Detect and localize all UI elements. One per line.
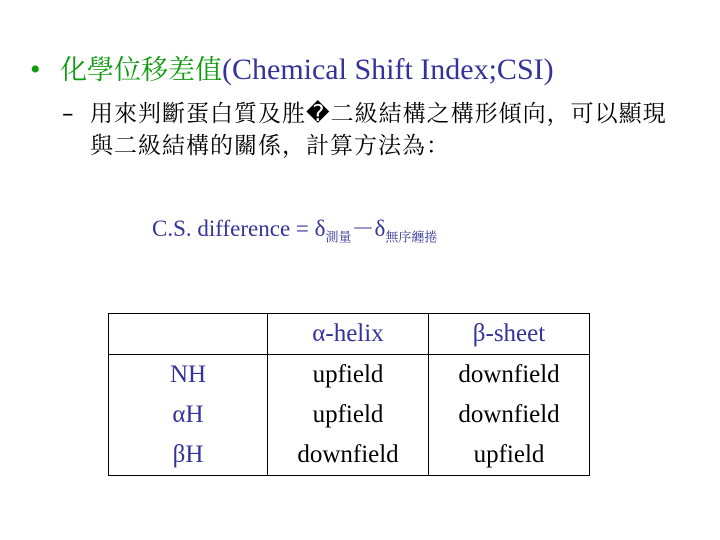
table-cell: downfield: [429, 395, 590, 435]
table-cell: NH: [109, 355, 268, 396]
shift-table: [108, 313, 590, 476]
table-row: [109, 395, 590, 435]
table-header-cell: α-helix: [268, 314, 429, 355]
table-cell: downfield: [268, 435, 429, 476]
formula-delta-2: δ: [374, 216, 386, 241]
table-header-cell: [109, 314, 268, 355]
table-cell: downfield: [429, 355, 590, 396]
table-row: [109, 355, 590, 396]
table-header-cell: β-sheet: [429, 314, 590, 355]
bullet-dot: •: [30, 53, 41, 86]
formula: [152, 210, 437, 246]
table-cell: upfield: [268, 395, 429, 435]
table-cell: upfield: [429, 435, 590, 476]
formula-minus: －: [351, 216, 375, 241]
table-cell: upfield: [268, 355, 429, 396]
formula-sub-random-coil: 無序纏捲: [385, 230, 438, 246]
bullet-title: [30, 52, 554, 89]
table-cell: αH: [109, 395, 268, 435]
title-latin: (Chemical Shift Index;CSI): [222, 53, 554, 86]
table-cell: βH: [109, 435, 268, 476]
formula-equals: =: [295, 216, 309, 241]
formula-sub-measured: 測量: [325, 230, 352, 246]
sub-dash: –: [62, 101, 75, 127]
formula-lhs: C.S. difference: [152, 216, 291, 241]
formula-delta-1: δ: [314, 216, 326, 241]
subpoint-text: 用來判斷蛋白質及胜�二級結構之構形傾向，可以顯現與二級結構的關係，計算方法為：: [90, 101, 667, 159]
subpoint: [62, 98, 680, 162]
title-cjk: 化學位移差值: [60, 55, 222, 86]
table-header-row: [109, 314, 590, 355]
table-row: [109, 435, 590, 476]
